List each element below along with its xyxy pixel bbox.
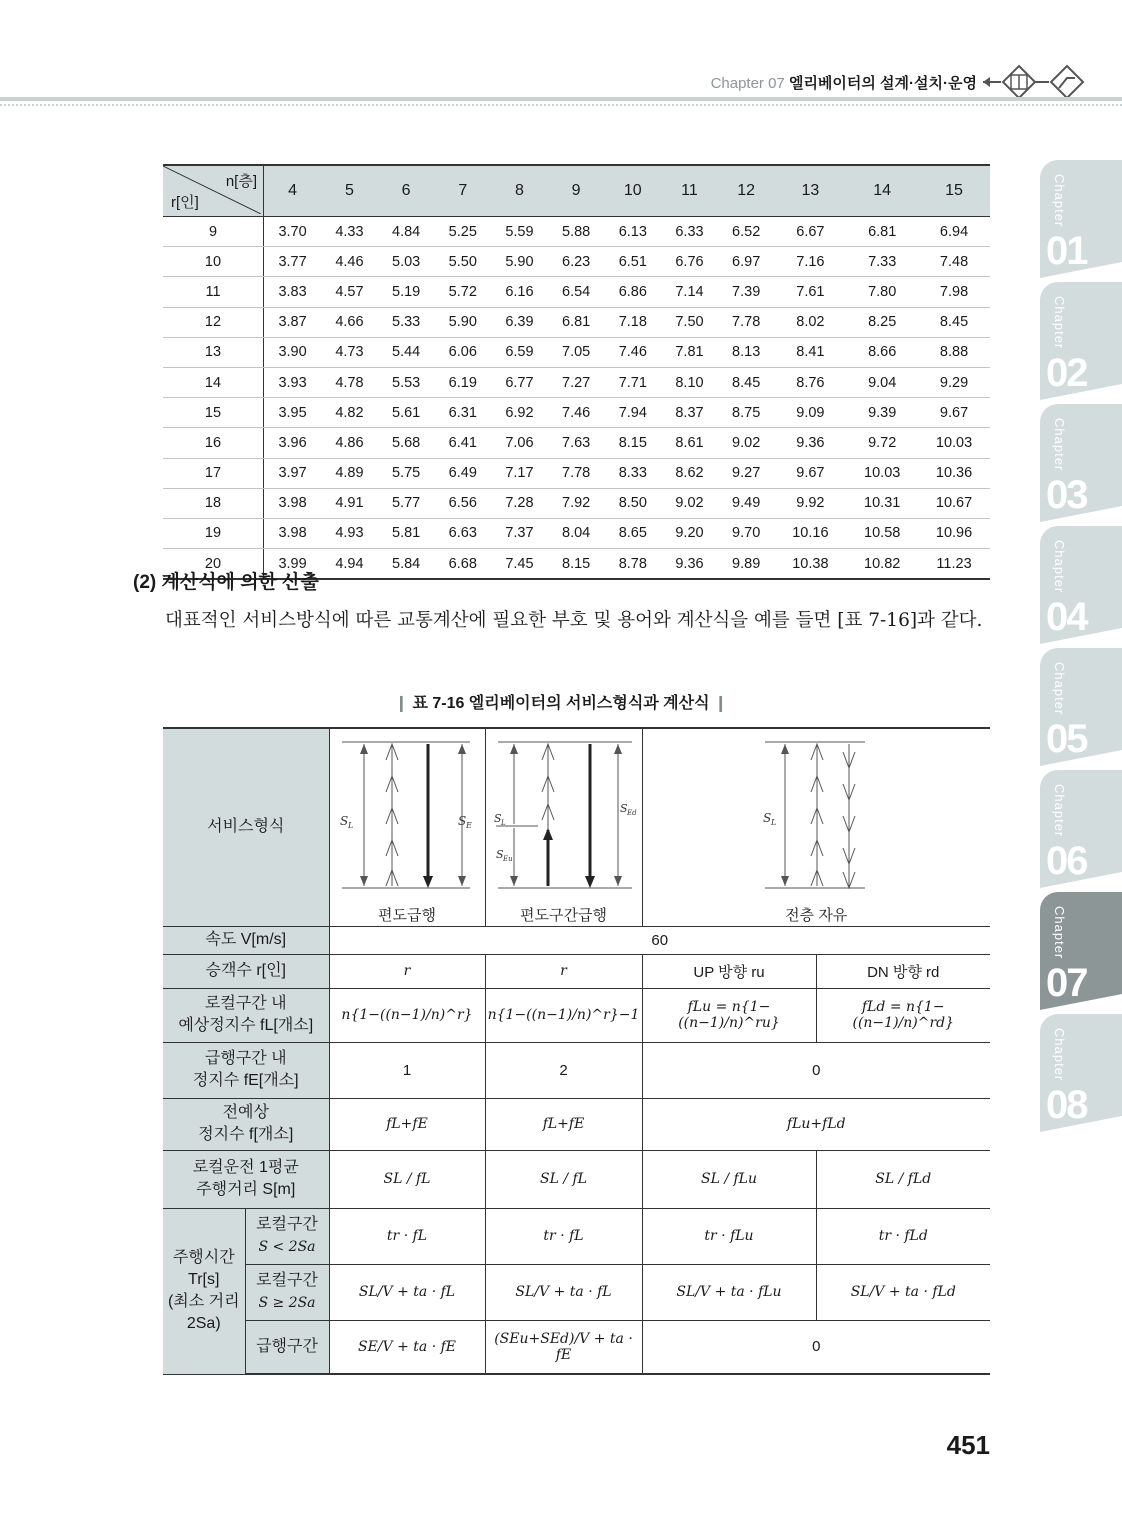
table-row: [163, 954, 990, 988]
row-header: 11: [163, 277, 264, 307]
table-cell: 7.17: [491, 458, 548, 488]
table-cell: 10.38: [774, 549, 846, 580]
table-cell: 9.67: [774, 458, 846, 488]
header-dotted-rule: [0, 104, 1122, 106]
table-cell: 8.45: [918, 307, 990, 337]
table-cell: 10.96: [918, 518, 990, 548]
local-stops-2: n{1−((n−1)/n)^r}−1: [485, 988, 642, 1042]
table-cell: 7.80: [846, 277, 918, 307]
table-cell: 9.70: [718, 518, 775, 548]
time-e-2: (SEu+SEd)/V + ta · fE: [485, 1320, 642, 1374]
service-diagram-2: [485, 728, 642, 926]
total-stops-3: fLu+fLd: [642, 1098, 990, 1150]
table-cell: 5.03: [378, 247, 435, 277]
passenger-label: 승객수 r[인]: [163, 954, 329, 988]
table-cell: 5.75: [378, 458, 435, 488]
pax-1: r: [329, 954, 485, 988]
table-cell: 10.16: [774, 518, 846, 548]
table-cell: 3.83: [264, 277, 322, 307]
table-cell: 6.92: [491, 398, 548, 428]
table-row: [163, 1208, 990, 1264]
table-cell: 4.66: [321, 307, 378, 337]
table-cell: 5.88: [548, 217, 605, 247]
table-cell: 3.98: [264, 488, 322, 518]
table-cell: 9.49: [718, 488, 775, 518]
row-header: 19: [163, 518, 264, 548]
table-row: [163, 518, 990, 548]
express-stops-2: 2: [485, 1042, 642, 1098]
table-cell: 7.94: [604, 398, 661, 428]
svg-text:E: E: [465, 820, 472, 830]
table-cell: 6.41: [434, 428, 491, 458]
time-e-1: SE/V + ta · fE: [329, 1320, 485, 1374]
table-cell: 3.96: [264, 428, 322, 458]
column-header: 12: [718, 165, 775, 217]
distance-label: 로컬운전 1평균 주행거리 S[m]: [163, 1150, 329, 1208]
table-cell: 10.82: [846, 549, 918, 580]
table-cell: 6.56: [434, 488, 491, 518]
table-row: [163, 1264, 990, 1320]
speed-value: 60: [329, 926, 990, 954]
table-cell: 7.71: [604, 367, 661, 397]
local-stops-dn: fLd = n{1−((n−1)/n)^rd}: [816, 988, 990, 1042]
table-row: [163, 307, 990, 337]
table-cell: 3.97: [264, 458, 322, 488]
column-header: 6: [378, 165, 435, 217]
table-cell: 6.23: [548, 247, 605, 277]
table-row: [163, 1150, 990, 1208]
local-stops-up: fLu = n{1−((n−1)/n)^ru}: [642, 988, 816, 1042]
table-cell: 6.51: [604, 247, 661, 277]
table-cell: 6.76: [661, 247, 718, 277]
table-cell: 7.48: [918, 247, 990, 277]
distance-3: SL / fLu: [642, 1150, 816, 1208]
table-cell: 5.81: [378, 518, 435, 548]
service-diagram-1: [329, 728, 485, 926]
time-a-1: tr · fL: [329, 1208, 485, 1264]
table-cell: 7.81: [661, 337, 718, 367]
column-header: 5: [321, 165, 378, 217]
body-paragraph: 대표적인 서비스방식에 따른 교통계산에 필요한 부호 및 용어와 계산식을 예를 들면 [표 7-16]과 같다.: [165, 610, 983, 631]
table-cell: 5.53: [378, 367, 435, 397]
svg-text:S: S: [762, 810, 771, 825]
column-header: 8: [491, 165, 548, 217]
table-cell: 7.14: [661, 277, 718, 307]
table-cell: 9.29: [918, 367, 990, 397]
table-cell: 8.50: [604, 488, 661, 518]
table-cell: 4.86: [321, 428, 378, 458]
table-row: [163, 428, 990, 458]
travel-time-label: 주행시간 Tr[s] (최소 거리 2Sa): [163, 1208, 245, 1374]
table-cell: 5.61: [378, 398, 435, 428]
table-cell: 7.50: [661, 307, 718, 337]
table-cell: 9.20: [661, 518, 718, 548]
table-cell: 5.50: [434, 247, 491, 277]
row-header: 14: [163, 367, 264, 397]
table-row: [163, 1042, 990, 1098]
table-cell: 10.31: [846, 488, 918, 518]
time-e-3: 0: [642, 1320, 990, 1374]
svg-text:S: S: [495, 847, 504, 861]
table-cell: 4.73: [321, 337, 378, 367]
table-cell: 9.36: [661, 549, 718, 580]
table-cell: 7.78: [718, 307, 775, 337]
chapter-tab-07[interactable]: Chapter 07: [1040, 892, 1122, 1010]
table-cell: 8.15: [604, 428, 661, 458]
table-row: [163, 988, 990, 1042]
speed-label: 속도 V[m/s]: [163, 926, 329, 954]
column-header: 15: [918, 165, 990, 217]
table-cell: 6.16: [491, 277, 548, 307]
table-cell: 5.90: [434, 307, 491, 337]
local-long-label: 로컬구간 S ≥ 2Sa: [245, 1264, 329, 1320]
local-stops-1: n{1−((n−1)/n)^r}: [329, 988, 485, 1042]
table-cell: 6.81: [548, 307, 605, 337]
table-cell: 8.78: [604, 549, 661, 580]
table-cell: 4.57: [321, 277, 378, 307]
express-stops-3: 0: [642, 1042, 990, 1098]
chapter-tab-05[interactable]: Chapter 05: [1040, 648, 1122, 766]
time-a-3: tr · fLu: [642, 1208, 816, 1264]
table-cell: 10.03: [918, 428, 990, 458]
table-row: [163, 458, 990, 488]
table-cell: 7.92: [548, 488, 605, 518]
table-row: [163, 367, 990, 397]
svg-text:Ed: Ed: [626, 808, 637, 817]
row-header: 20: [163, 549, 264, 580]
table-cell: 9.09: [774, 398, 846, 428]
zoned-express-diagram-icon: [486, 730, 643, 900]
table-cell: 7.06: [491, 428, 548, 458]
table-cell: 6.94: [918, 217, 990, 247]
column-header: 10: [604, 165, 661, 217]
table-cell: 7.37: [491, 518, 548, 548]
table-cell: 7.45: [491, 549, 548, 580]
table-cell: 8.61: [661, 428, 718, 458]
page-number: 451: [946, 1430, 990, 1460]
table-cell: 8.41: [774, 337, 846, 367]
service-formula-table: [163, 727, 990, 1375]
svg-text:S: S: [339, 813, 348, 828]
row-header: 15: [163, 398, 264, 428]
row-header: 17: [163, 458, 264, 488]
table-cell: 6.31: [434, 398, 491, 428]
svg-text:S: S: [493, 811, 502, 825]
table-cell: 7.46: [604, 337, 661, 367]
table-cell: 3.77: [264, 247, 322, 277]
table-cell: 3.93: [264, 367, 322, 397]
table-cell: 3.98: [264, 518, 322, 548]
table-row: [163, 398, 990, 428]
table-cell: 8.62: [661, 458, 718, 488]
svg-text:S: S: [619, 801, 628, 815]
table-cell: 7.05: [548, 337, 605, 367]
table-row: [163, 488, 990, 518]
svg-text:L: L: [770, 817, 776, 827]
table-cell: 3.95: [264, 398, 322, 428]
table-cell: 5.72: [434, 277, 491, 307]
table-cell: 4.78: [321, 367, 378, 397]
table-cell: 6.52: [718, 217, 775, 247]
table-cell: 5.84: [378, 549, 435, 580]
table-cell: 8.33: [604, 458, 661, 488]
table-row: [163, 277, 990, 307]
section-title: (2) 계산식에 의한 산출: [133, 572, 319, 593]
svg-text:S: S: [457, 813, 466, 828]
table-cell: 9.89: [718, 549, 775, 580]
table-cell: 4.89: [321, 458, 378, 488]
table-cell: 10.67: [918, 488, 990, 518]
row-header: 18: [163, 488, 264, 518]
time-b-2: SL/V + ta · fL: [485, 1264, 642, 1320]
table-cell: 9.27: [718, 458, 775, 488]
table-caption: ❙ 표 7-16 엘리베이터의 서비스형식과 계산식 ❙: [394, 695, 728, 712]
table-cell: 6.13: [604, 217, 661, 247]
row-header: 10: [163, 247, 264, 277]
column-header: 13: [774, 165, 846, 217]
time-a-2: tr · fL: [485, 1208, 642, 1264]
table-cell: 4.82: [321, 398, 378, 428]
table-cell: 6.19: [434, 367, 491, 397]
distance-2: SL / fL: [485, 1150, 642, 1208]
column-header: 9: [548, 165, 605, 217]
chapter-tab-03[interactable]: Chapter 03: [1040, 404, 1122, 522]
table-cell: 4.94: [321, 549, 378, 580]
table-cell: 6.59: [491, 337, 548, 367]
time-b-3: SL/V + ta · fLu: [642, 1264, 816, 1320]
time-b-4: SL/V + ta · fLd: [816, 1264, 990, 1320]
table-row: [163, 1320, 990, 1374]
pax-2: r: [485, 954, 642, 988]
running-header: [711, 72, 977, 93]
chapter-tab-04[interactable]: Chapter 04: [1040, 526, 1122, 644]
table-cell: 3.87: [264, 307, 322, 337]
table-cell: 10.03: [846, 458, 918, 488]
table-cell: 8.02: [774, 307, 846, 337]
table-cell: 6.39: [491, 307, 548, 337]
table-cell: 7.28: [491, 488, 548, 518]
column-header: 11: [661, 165, 718, 217]
chapter-tab-01[interactable]: Chapter 01: [1040, 160, 1122, 278]
time-b-1: SL/V + ta · fL: [329, 1264, 485, 1320]
table-cell: 9.72: [846, 428, 918, 458]
svg-text:Eu: Eu: [502, 854, 513, 863]
table-cell: 4.33: [321, 217, 378, 247]
table-cell: 7.33: [846, 247, 918, 277]
row-header: 13: [163, 337, 264, 367]
table-cell: 4.91: [321, 488, 378, 518]
table-cell: 9.04: [846, 367, 918, 397]
chapter-prefix: Chapter 07: [710, 75, 785, 92]
row-header: 16: [163, 428, 264, 458]
table-cell: 9.02: [718, 428, 775, 458]
table-cell: 7.98: [918, 277, 990, 307]
table-cell: 8.66: [846, 337, 918, 367]
table-cell: 5.19: [378, 277, 435, 307]
table-cell: 6.86: [604, 277, 661, 307]
table-cell: 6.63: [434, 518, 491, 548]
column-header: 7: [434, 165, 491, 217]
stops-table-body: [163, 217, 990, 580]
chapter-tab-02[interactable]: Chapter 02: [1040, 282, 1122, 400]
table-cell: 8.04: [548, 518, 605, 548]
chapter-tab-06[interactable]: Chapter 06: [1040, 770, 1122, 888]
table-corner-cell: n[층] r[인]: [163, 165, 264, 217]
table-cell: 4.46: [321, 247, 378, 277]
table-cell: 10.36: [918, 458, 990, 488]
table-cell: 8.76: [774, 367, 846, 397]
table-cell: 8.45: [718, 367, 775, 397]
table-cell: 9.36: [774, 428, 846, 458]
table-cell: 8.25: [846, 307, 918, 337]
pax-up: UP 방향 ru: [642, 954, 816, 988]
table-cell: 7.18: [604, 307, 661, 337]
table-cell: 4.93: [321, 518, 378, 548]
table-cell: 5.90: [491, 247, 548, 277]
local-short-label: 로컬구간 S < 2Sa: [245, 1208, 329, 1264]
table-cell: 5.33: [378, 307, 435, 337]
table-cell: 5.25: [434, 217, 491, 247]
table-row: [163, 926, 990, 954]
column-header: 4: [264, 165, 322, 217]
express-stops-1: 1: [329, 1042, 485, 1098]
time-a-4: tr · fLd: [816, 1208, 990, 1264]
total-stops-2: fL+fE: [485, 1098, 642, 1150]
table-cell: 3.70: [264, 217, 322, 247]
total-stops-label: 전예상 정지수 f[개소]: [163, 1098, 329, 1150]
table-cell: 6.54: [548, 277, 605, 307]
table-cell: 7.63: [548, 428, 605, 458]
chapter-tab-08[interactable]: Chapter 08: [1040, 1014, 1122, 1132]
table-cell: 7.27: [548, 367, 605, 397]
table-cell: 5.44: [378, 337, 435, 367]
table-cell: 6.81: [846, 217, 918, 247]
table-row: [163, 1098, 990, 1150]
table-cell: 7.61: [774, 277, 846, 307]
table-cell: 8.10: [661, 367, 718, 397]
table-cell: 6.49: [434, 458, 491, 488]
table-row: [163, 337, 990, 367]
row-header: 12: [163, 307, 264, 337]
express-stops-label: 급행구간 내 정지수 fE[개소]: [163, 1042, 329, 1098]
table-row: [163, 247, 990, 277]
table-cell: 6.68: [434, 549, 491, 580]
table-cell: 6.97: [718, 247, 775, 277]
local-stops-label: 로컬구간 내 예상정지수 fL[개소]: [163, 988, 329, 1042]
table-cell: 6.67: [774, 217, 846, 247]
table-row: [163, 217, 990, 247]
distance-1: SL / fL: [329, 1150, 485, 1208]
table-cell: 7.39: [718, 277, 775, 307]
service-diagram-3: [642, 728, 990, 926]
service-name-3: 전층 자유: [785, 906, 848, 924]
table-row: [163, 728, 990, 926]
table-cell: 10.58: [846, 518, 918, 548]
chapter-title: 엘리베이터의 설계·설치·운영: [788, 75, 977, 92]
table-cell: 9.67: [918, 398, 990, 428]
table-cell: 8.75: [718, 398, 775, 428]
row-header: 9: [163, 217, 264, 247]
express-diagram-icon: [330, 730, 486, 900]
table-cell: 9.92: [774, 488, 846, 518]
table-cell: 9.02: [661, 488, 718, 518]
header-rule: [0, 97, 1122, 101]
column-header: 14: [846, 165, 918, 217]
table-cell: 8.15: [548, 549, 605, 580]
table-cell: 3.99: [264, 549, 322, 580]
service-label: 서비스형식: [163, 728, 329, 926]
table-cell: 6.77: [491, 367, 548, 397]
table-cell: 6.06: [434, 337, 491, 367]
service-name-2: 편도구간급행: [520, 906, 607, 924]
table-cell: 7.78: [548, 458, 605, 488]
total-stops-1: fL+fE: [329, 1098, 485, 1150]
table-cell: 5.59: [491, 217, 548, 247]
service-name-1: 편도급행: [378, 906, 436, 924]
table-cell: 11.23: [918, 549, 990, 580]
stops-table: [163, 164, 990, 580]
express-time-label: 급행구간: [245, 1320, 329, 1374]
table-cell: 8.88: [918, 337, 990, 367]
pax-dn: DN 방향 rd: [816, 954, 990, 988]
table-cell: 5.68: [378, 428, 435, 458]
table-cell: 6.33: [661, 217, 718, 247]
table-cell: 4.84: [378, 217, 435, 247]
svg-text:L: L: [500, 818, 506, 827]
all-floors-diagram-icon: [643, 730, 991, 900]
svg-text:L: L: [347, 820, 353, 830]
table-cell: 8.37: [661, 398, 718, 428]
table-cell: 7.16: [774, 247, 846, 277]
table-cell: 8.13: [718, 337, 775, 367]
table-cell: 7.46: [548, 398, 605, 428]
table-cell: 9.39: [846, 398, 918, 428]
table-cell: 8.65: [604, 518, 661, 548]
table-cell: 5.77: [378, 488, 435, 518]
table-cell: 3.90: [264, 337, 322, 367]
distance-4: SL / fLd: [816, 1150, 990, 1208]
